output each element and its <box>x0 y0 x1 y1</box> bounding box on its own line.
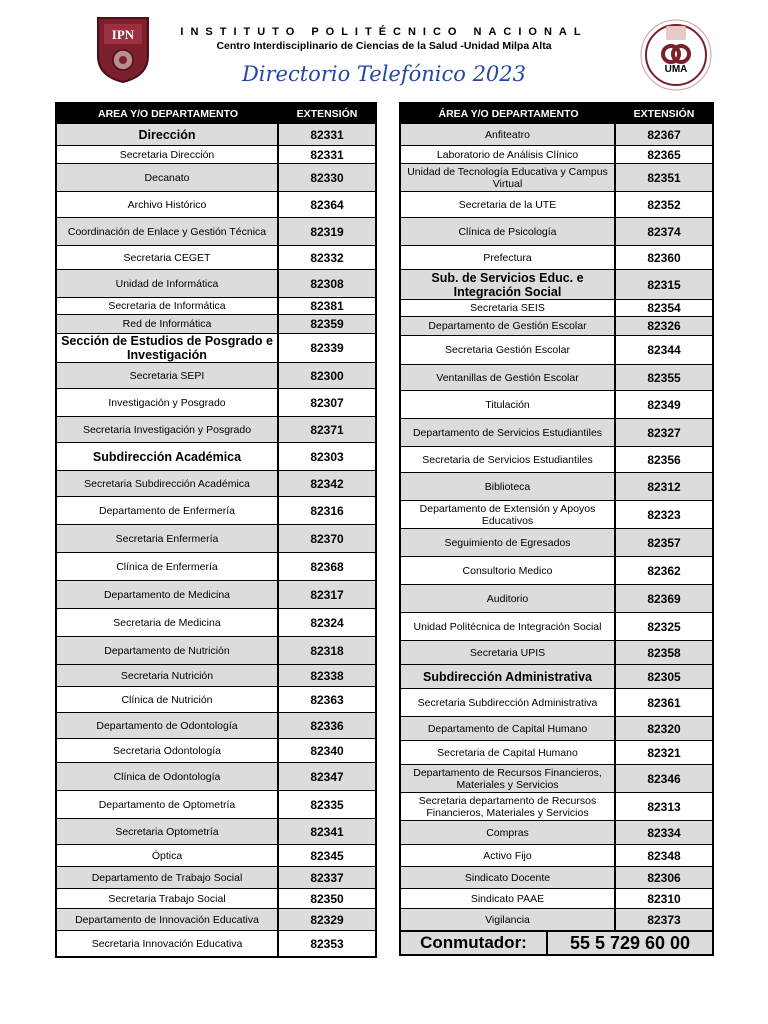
extension-number: 82303 <box>310 449 344 464</box>
table-row <box>57 470 375 496</box>
department-name: Departamento de Trabajo Social <box>57 867 279 888</box>
table-row <box>401 123 712 145</box>
extension-number: 82353 <box>310 936 344 951</box>
table-row <box>57 636 375 664</box>
extension-number: 82339 <box>310 341 344 355</box>
extension-number: 82348 <box>647 848 681 863</box>
department-name: Subdirección Académica <box>57 443 279 470</box>
table-row <box>401 716 712 740</box>
table-row <box>57 818 375 844</box>
department-name: Clínica de Nutrición <box>57 687 279 712</box>
extension-number: 82371 <box>310 422 344 437</box>
department-name: Departamento de Enfermería <box>57 497 279 524</box>
extension-number: 82336 <box>310 718 344 733</box>
extension-number: 82313 <box>647 799 681 814</box>
svg-text:UMA: UMA <box>664 64 688 75</box>
department-name: Sub. de Servicios Educ. e Integración Social <box>401 270 616 299</box>
extension-number: 82331 <box>310 127 344 142</box>
extension-number: 82316 <box>310 503 344 518</box>
table-row <box>57 844 375 866</box>
table-row <box>401 446 712 472</box>
table-row <box>401 888 712 908</box>
extension-number: 82329 <box>310 912 344 927</box>
department-name: Departamento de Nutrición <box>57 637 279 664</box>
department-name: Departamento de Gestión Escolar <box>401 317 616 335</box>
extension-number: 82323 <box>647 507 681 522</box>
extension-number: 82356 <box>647 452 681 467</box>
center-name: Centro Interdisciplinario de Ciencias de la Salud -Unidad Milpa Alta <box>216 40 552 52</box>
extension-number: 82334 <box>647 825 681 840</box>
department-name: Secretaria Optometría <box>57 819 279 844</box>
table-row <box>401 866 712 888</box>
extension-number: 82354 <box>647 301 681 315</box>
table-row <box>401 316 712 335</box>
department-name: Secretaria Investigación y Posgrado <box>57 417 279 442</box>
table-row <box>401 688 712 716</box>
table-row <box>401 163 712 191</box>
department-name: Consultorio Medico <box>401 557 616 584</box>
table-row <box>57 552 375 580</box>
extension-number: 82341 <box>310 824 344 839</box>
extension-number: 82369 <box>647 591 681 606</box>
extension-number: 82374 <box>647 224 681 239</box>
extension-number: 82300 <box>310 368 344 383</box>
extension-number: 82324 <box>310 615 344 630</box>
extension-number: 82359 <box>310 317 344 331</box>
table-row <box>401 764 712 792</box>
department-name: Anfiteatro <box>401 124 616 145</box>
table-row <box>401 556 712 584</box>
extension-number: 82325 <box>647 619 681 634</box>
department-name: Red de Informática <box>57 315 279 333</box>
column-header-area: AREA Y/O DEPARTAMENTO <box>97 107 238 120</box>
extension-number: 82342 <box>310 476 344 491</box>
department-name: Secretaria UPIS <box>401 641 616 664</box>
department-name: Departamento de Capital Humano <box>401 717 616 740</box>
department-name: Coordinación de Enlace y Gestión Técnica <box>57 218 279 245</box>
table-row <box>401 269 712 299</box>
department-name: Secretaria SEPI <box>57 363 279 388</box>
extension-number: 82307 <box>310 395 344 410</box>
department-name: Departamento de Odontología <box>57 713 279 738</box>
table-row <box>57 297 375 314</box>
department-name: Archivo Histórico <box>57 192 279 217</box>
table-row <box>57 664 375 686</box>
department-name: Departamento de Optometría <box>57 791 279 818</box>
extension-number: 82312 <box>647 479 681 494</box>
table-row <box>401 640 712 664</box>
table-row <box>401 844 712 866</box>
table-row <box>57 269 375 297</box>
extension-number: 82344 <box>647 343 681 357</box>
extension-number: 82320 <box>647 721 681 736</box>
table-row <box>57 145 375 163</box>
department-name: Secretaria de la UTE <box>401 192 616 217</box>
extension-number: 82319 <box>310 224 344 239</box>
extension-number: 82340 <box>310 743 344 758</box>
extension-number: 82345 <box>310 848 344 863</box>
department-name: Clínica de Odontología <box>57 763 279 790</box>
switchboard-label: Conmutador: <box>401 932 548 954</box>
extension-number: 82350 <box>310 891 344 906</box>
department-name: Secretaria CEGET <box>57 246 279 269</box>
table-row <box>401 472 712 500</box>
right-directory-table <box>399 102 714 956</box>
table-row <box>57 245 375 269</box>
extension-number: 82338 <box>310 668 344 683</box>
department-name: Secretaria de Servicios Estudiantiles <box>401 447 616 472</box>
department-name: Titulación <box>401 391 616 418</box>
table-row <box>401 299 712 316</box>
extension-number: 82349 <box>647 397 681 412</box>
directory-title: Directorio Telefónico 2023 <box>241 62 527 86</box>
extension-number: 82355 <box>647 370 681 385</box>
column-header-extension: EXTENSIÓN <box>633 107 695 120</box>
department-name: Sindicato PAAE <box>401 889 616 908</box>
department-name: Biblioteca <box>401 473 616 500</box>
extension-number: 82305 <box>647 669 681 684</box>
extension-number: 82330 <box>310 170 344 185</box>
department-name: Clínica de Psicología <box>401 218 616 245</box>
department-name: Subdirección Administrativa <box>401 665 616 688</box>
switchboard-row <box>401 930 712 954</box>
table-row <box>57 908 375 930</box>
table-row <box>57 191 375 217</box>
table-row <box>57 580 375 608</box>
table-row <box>57 333 375 362</box>
right-table-header <box>401 104 712 123</box>
department-name: Unidad de Informática <box>57 270 279 297</box>
extension-number: 82381 <box>310 299 344 313</box>
department-name: Departamento de Servicios Estudiantiles <box>401 419 616 446</box>
extension-number: 82308 <box>310 276 344 291</box>
department-name: Sección de Estudios de Posgrado e Investigación <box>57 334 279 362</box>
column-header-area: ÁREA Y/O DEPARTAMENTO <box>438 107 579 120</box>
table-row <box>401 217 712 245</box>
table-row <box>401 145 712 163</box>
switchboard-number: 55 5 729 60 00 <box>569 932 691 953</box>
table-row <box>401 245 712 269</box>
department-name: Secretaria SEIS <box>401 300 616 316</box>
extension-number: 82335 <box>310 797 344 812</box>
table-row <box>401 792 712 820</box>
table-row <box>57 738 375 762</box>
department-name: Ventanillas de Gestión Escolar <box>401 365 616 390</box>
svg-text:IPN: IPN <box>111 27 135 42</box>
department-name: Sindicato Docente <box>401 867 616 888</box>
table-row <box>401 820 712 844</box>
table-row <box>401 664 712 688</box>
department-name: Prefectura <box>401 246 616 269</box>
table-row <box>401 390 712 418</box>
left-directory-table <box>55 102 377 958</box>
extension-number: 82327 <box>647 425 681 440</box>
extension-number: 82368 <box>310 559 344 574</box>
department-name: Dirección <box>57 124 279 145</box>
table-row <box>57 930 375 956</box>
table-row <box>401 191 712 217</box>
table-row <box>57 388 375 416</box>
extension-number: 82310 <box>647 891 681 906</box>
department-name: Secretaria de Informática <box>57 298 279 314</box>
table-row <box>57 416 375 442</box>
department-name: Secretaria Subdirección Académica <box>57 471 279 496</box>
department-name: Unidad Politécnica de Integración Social <box>401 613 616 640</box>
extension-number: 82364 <box>310 197 344 212</box>
department-name: Laboratorio de Análisis Clínico <box>401 146 616 163</box>
extension-number: 82361 <box>647 695 681 710</box>
institute-name: INSTITUTO POLITÉCNICO NACIONAL <box>180 26 588 38</box>
department-name: Auditorio <box>401 585 616 612</box>
extension-number: 82347 <box>310 769 344 784</box>
table-row <box>57 866 375 888</box>
department-name: Seguimiento de Egresados <box>401 529 616 556</box>
table-row <box>57 888 375 908</box>
table-row <box>57 163 375 191</box>
table-row <box>57 442 375 470</box>
extension-number: 82370 <box>310 531 344 546</box>
table-row <box>57 217 375 245</box>
extension-number: 82337 <box>310 870 344 885</box>
department-name: Secretaria departamento de Recursos Financieros, Materiales y Servicios <box>401 793 616 820</box>
department-name: Secretaria de Medicina <box>57 609 279 636</box>
extension-number: 82362 <box>647 563 681 578</box>
ipn-logo <box>94 14 152 84</box>
extension-number: 82365 <box>647 147 681 162</box>
table-row <box>401 418 712 446</box>
extension-number: 82346 <box>647 771 681 786</box>
department-name: Secretaria Enfermería <box>57 525 279 552</box>
extension-number: 82352 <box>647 197 681 212</box>
extension-number: 82331 <box>310 147 344 162</box>
extension-number: 82332 <box>310 250 344 265</box>
department-name: Investigación y Posgrado <box>57 389 279 416</box>
table-row <box>57 686 375 712</box>
department-name: Activo Fijo <box>401 845 616 866</box>
department-name: Secretaria Innovación Educativa <box>57 931 279 956</box>
extension-number: 82360 <box>647 250 681 265</box>
table-row <box>57 496 375 524</box>
extension-number: 82373 <box>647 912 681 927</box>
table-row <box>57 362 375 388</box>
department-name: Secretaria de Capital Humano <box>401 741 616 764</box>
table-row <box>57 712 375 738</box>
department-name: Secretaria Trabajo Social <box>57 889 279 908</box>
extension-number: 82317 <box>310 587 344 602</box>
table-row <box>401 740 712 764</box>
table-row <box>401 612 712 640</box>
department-name: Compras <box>401 821 616 844</box>
table-row <box>57 524 375 552</box>
table-row <box>57 314 375 333</box>
department-name: Departamento de Innovación Educativa <box>57 909 279 930</box>
table-row <box>401 500 712 528</box>
left-table-header <box>57 104 375 123</box>
department-name: Clínica de Enfermería <box>57 553 279 580</box>
department-name: Secretaria Odontología <box>57 739 279 762</box>
column-header-extension: EXTENSIÓN <box>296 107 358 120</box>
uma-seal-logo <box>638 18 714 92</box>
extension-number: 82306 <box>647 870 681 885</box>
extension-number: 82351 <box>647 170 681 185</box>
table-row <box>401 528 712 556</box>
department-name: Departamento de Medicina <box>57 581 279 608</box>
department-name: Secretaria Nutrición <box>57 665 279 686</box>
department-name: Decanato <box>57 164 279 191</box>
department-name: Secretaria Gestión Escolar <box>401 336 616 364</box>
extension-number: 82318 <box>310 643 344 658</box>
department-name: Vigilancia <box>401 909 616 930</box>
table-row <box>57 608 375 636</box>
department-name: Departamento de Recursos Financieros, Materiales y Servicios <box>401 765 616 792</box>
department-name: Secretaria Subdirección Administrativa <box>401 689 616 716</box>
table-row <box>57 762 375 790</box>
table-row <box>401 364 712 390</box>
department-name: Secretaria Dirección <box>57 146 279 163</box>
department-name: Óptica <box>57 845 279 866</box>
extension-number: 82326 <box>647 319 681 333</box>
department-name: Unidad de Tecnología Educativa y Campus Virtual <box>401 164 616 191</box>
extension-number: 82315 <box>647 277 681 292</box>
table-row <box>401 335 712 364</box>
table-row <box>401 908 712 930</box>
department-name: Departamento de Extensión y Apoyos Educativos <box>401 501 616 528</box>
extension-number: 82363 <box>310 692 344 707</box>
extension-number: 82367 <box>647 127 681 142</box>
extension-number: 82358 <box>647 645 681 660</box>
extension-number: 82357 <box>647 535 681 550</box>
table-row <box>57 790 375 818</box>
table-row <box>401 584 712 612</box>
table-row <box>57 123 375 145</box>
extension-number: 82321 <box>647 745 681 760</box>
